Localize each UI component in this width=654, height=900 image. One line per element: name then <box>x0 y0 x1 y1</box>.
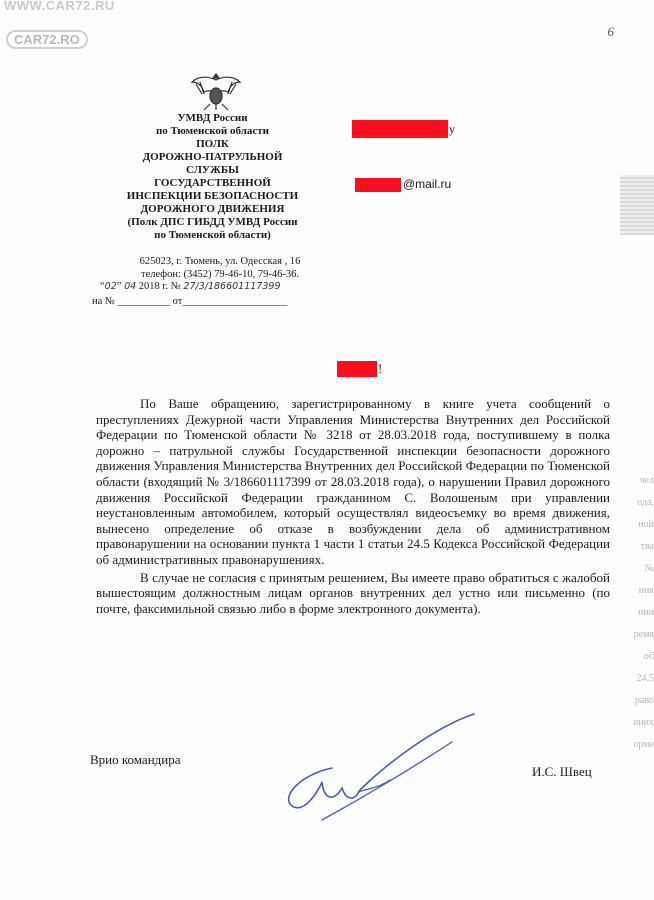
bleed-through-text: чел ода, ной тва № ния нии ремя об 24.5 раво иних орме <box>632 475 654 750</box>
phone: телефон: (3452) 79-46-10, 79-46-36. <box>141 269 299 280</box>
header-line: ДОРОЖНОГО ДВИЖЕНИЯ <box>140 203 285 215</box>
header-line: ГОСУДАРСТВЕННОЙ <box>154 177 271 189</box>
scan-artifact <box>620 175 654 235</box>
handwritten-signature <box>262 708 492 828</box>
header-line: по Тюменской области) <box>154 229 271 241</box>
watermark-logo: CAR72.RO <box>6 30 88 49</box>
header-line: ПОЛК <box>196 138 229 150</box>
reg-day: 02 <box>104 281 117 292</box>
header-line: УМВД России <box>177 112 248 124</box>
greeting-suffix: ! <box>378 361 383 376</box>
recipient-email-suffix: @mail.ru <box>403 177 452 191</box>
body-paragraph: По Ваше обращению, зарегистрированному в книге учета сообщений о преступлениях Дежурной части Управления Министерства Внутренних дел Российской Федерации по Тюменской области № 3218 от 28.03.2018 года, поступившему в полка дорожно – патрульной службы Государственной инспекции безопасности дорожного движения Управления Министерства Внутренних дел Российской Федерации по Тюменской области (входящий № 3/186601117399 от 28.03.2018 года), о нарушении Правил дорожного движения Российской Федерации гражданином С. Волошеным при управлении неустановленным автомобилем, который осуществлял видеосъемку во время движения, вынесено определение об отказе в возбуждении дела об административном правонарушении на основании пункта 1 части 1 статьи 24.5 Кодекса Российской Федерации об административных правонарушениях. <box>96 396 610 567</box>
agency-address-block <box>100 255 340 281</box>
reg-year: 2018 г. № <box>138 281 181 292</box>
header-line: (Полк ДПС ГИБДД УМВД России <box>127 216 298 228</box>
address: 625023, г. Тюмень, ул. Одесская , 16 <box>139 256 301 267</box>
letter-body <box>96 396 610 616</box>
registration-line: “02” 04 2018 г. № 27/3/186601117399 <box>100 281 281 292</box>
reply-to-line: на № __________ от____________________ <box>92 296 288 307</box>
signatory-position: Врио командира <box>90 752 181 767</box>
header-line: по Тюменской области <box>155 125 270 137</box>
signatory-name: И.С. Швец <box>532 764 592 779</box>
eagle-emblem-icon <box>190 70 242 112</box>
header-line: ДОРОЖНО-ПАТРУЛЬНОЙ <box>142 151 283 163</box>
recipient-name-suffix: у <box>449 122 455 136</box>
header-line: ИНСПЕКЦИИ БЕЗОПАСНОСТИ <box>126 190 299 202</box>
redaction-box <box>337 361 377 377</box>
redaction-box <box>352 120 448 138</box>
redaction-box <box>355 178 401 192</box>
body-paragraph: В случае не согласия с принятым решением, Вы имеете право обратиться с жалобой вышестоящим должностным лицам органов внутренних дел устно или письменно (по почте, факсимильной связью либо в форме электронного документа). <box>96 569 610 616</box>
header-line: СЛУЖБЫ <box>186 164 239 176</box>
page-number: 6 <box>607 24 614 39</box>
watermark-url: WWW.CAR72.RU <box>4 0 115 13</box>
reg-month: 04 <box>124 281 137 292</box>
agency-header <box>95 112 330 242</box>
reg-number: 27/3/186601117399 <box>183 281 281 292</box>
